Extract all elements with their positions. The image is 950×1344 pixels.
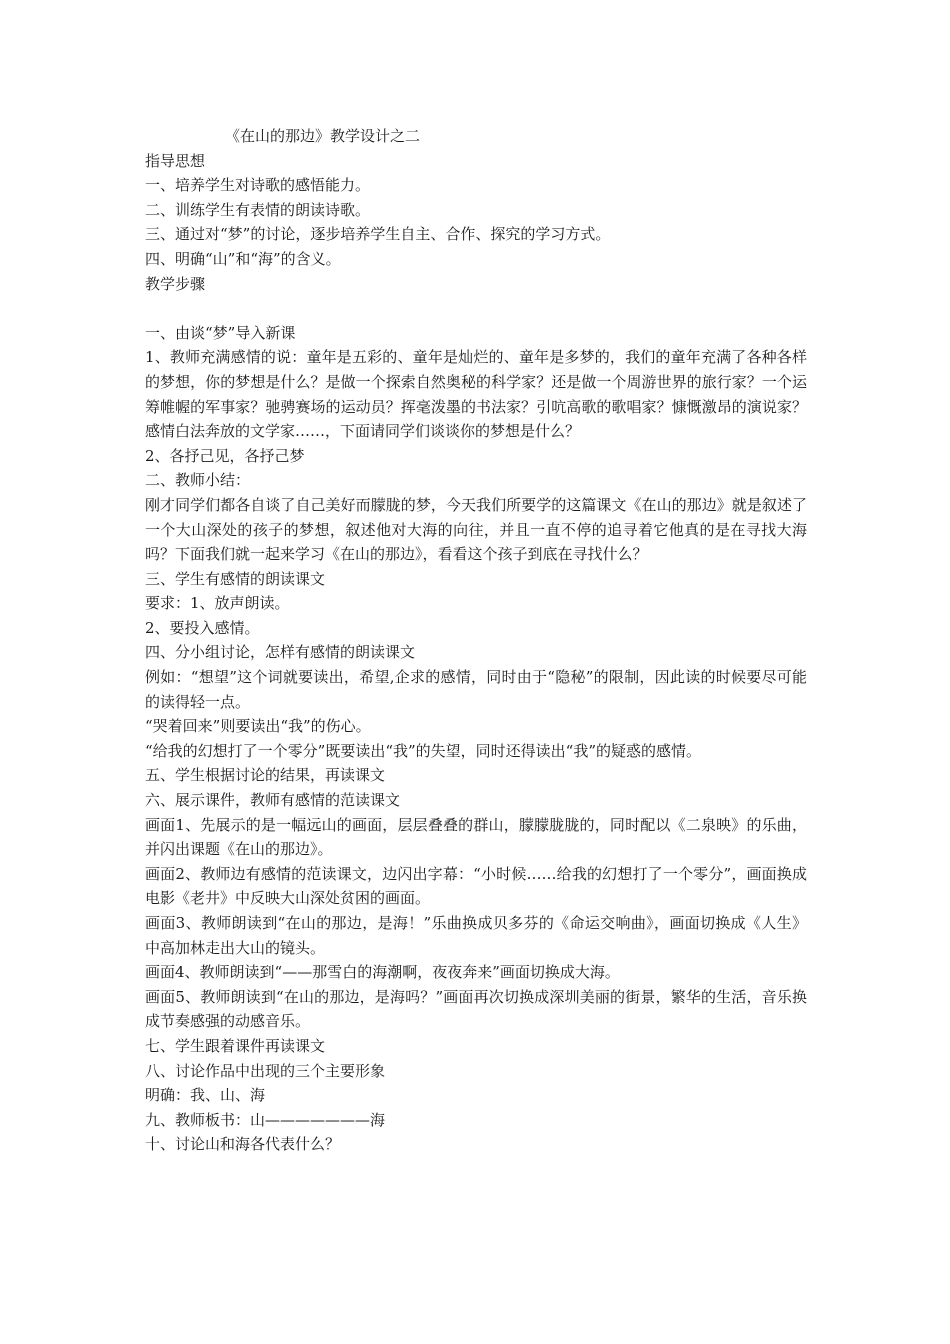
step-2-heading: 二、教师小结： bbox=[145, 471, 251, 490]
heading-guiding-ideas: 指导思想 bbox=[145, 151, 206, 170]
goal-item-3: 三、通过对“梦”的讨论，逐步培养学生自主、合作、探究的学习方式。 bbox=[145, 225, 611, 244]
heading-teaching-steps: 教学步骤 bbox=[145, 274, 206, 293]
goal-item-4: 四、明确“山”和“海”的含义。 bbox=[145, 249, 341, 268]
step-10-heading: 十、讨论山和海各代表什么？ bbox=[145, 1135, 341, 1154]
step-8-heading: 八、讨论作品中出现的三个主要形象 bbox=[145, 1061, 386, 1080]
step-1-paragraph-2: 2、各抒己见，各抒己梦 bbox=[145, 446, 305, 465]
step-8-answer: 明确：我、山、海 bbox=[145, 1086, 266, 1105]
scene-3: 画面3、教师朗读到“在山的那边，是海！”乐曲换成贝多芬的《命运交响曲》，画面切换成《人生》中高加林走出大山的镜头。 bbox=[145, 914, 807, 957]
goal-item-2: 二、训练学生有表情的朗读诗歌。 bbox=[145, 200, 371, 219]
step-3-requirement-1: 要求：1、放声朗读。 bbox=[145, 594, 290, 613]
scene-5: 画面5、教师朗读到“在山的那边，是海吗？”画面再次切换成深圳美丽的街景，繁华的生活，音乐换成节奏感强的动感音乐。 bbox=[145, 987, 807, 1031]
step-1-paragraph-1: 1、教师充满感情的说：童年是五彩的、童年是灿烂的、童年是多梦的，我们的童年充满了各种各样的梦想，你的梦想是什么？是做一个探索自然奥秘的科学家？还是做一个周游世界的旅行家？一个运筹帷幄的军事家？驰骋赛场的运动员？挥毫泼墨的书法家？引吭高歌的歌唱家？慷慨激昂的演说家？感情白法奔放的文学家……，下面请同学们谈谈你的梦想是什么？ bbox=[145, 348, 807, 441]
scene-1: 画面1、先展示的是一幅远山的画面，层层叠叠的群山，朦朦胧胧的，同时配以《二泉映》的乐曲，并闪出课题《在山的那边》。 bbox=[145, 815, 807, 859]
step-6-heading: 六、展示课件，教师有感情的范读课文 bbox=[145, 791, 401, 810]
step-5-heading: 五、学生根据讨论的结果，再读课文 bbox=[145, 766, 386, 785]
step-7-heading: 七、学生跟着课件再读课文 bbox=[145, 1036, 326, 1055]
step-9-heading: 九、教师板书：山———————海 bbox=[145, 1110, 386, 1129]
scene-4: 画面4、教师朗读到“——那雪白的海潮啊，夜夜奔来”画面切换成大海。 bbox=[145, 963, 620, 982]
step-4-quote-2: “给我的幻想打了一个零分”既要读出“我”的失望，同时还得读出“我”的疑惑的感情。 bbox=[145, 741, 702, 760]
document-body bbox=[145, 124, 807, 1157]
step-3-requirement-2: 2、要投入感情。 bbox=[145, 618, 260, 637]
step-3-heading: 三、学生有感情的朗读课文 bbox=[145, 569, 326, 588]
step-4-heading: 四、分小组讨论，怎样有感情的朗读课文 bbox=[145, 643, 416, 662]
goal-item-1: 一、培养学生对诗歌的感悟能力。 bbox=[145, 176, 371, 195]
step-4-quote-1: “哭着回来”则要读出“我”的伤心。 bbox=[145, 717, 371, 736]
step-2-paragraph: 刚才同学们都各自谈了自己美好而朦胧的梦，今天我们所要学的这篇课文《在山的那边》就是叙述了一个大山深处的孩子的梦想，叙述他对大海的向往，并且一直不停的追寻着它他真的是在寻找大海吗？下面我们就一起来学习《在山的那边》，看看这个孩子到底在寻找什么？ bbox=[145, 495, 807, 564]
step-4-example: 例如：“想望”这个词就要读出，希望,企求的感情，同时由于“隐秘”的限制，因此读的时候要尽可能的读得轻一点。 bbox=[145, 668, 807, 711]
blank-line bbox=[145, 296, 807, 321]
scene-2: 画面2、教师边有感情的范读课文，边闪出字幕：“小时候……给我的幻想打了一个零分”，画面换成电影《老井》中反映大山深处贫困的画面。 bbox=[145, 864, 807, 908]
document-title: 《在山的那边》教学设计之二 bbox=[225, 127, 421, 145]
step-1-heading: 一、由谈“梦”导入新课 bbox=[145, 323, 296, 342]
